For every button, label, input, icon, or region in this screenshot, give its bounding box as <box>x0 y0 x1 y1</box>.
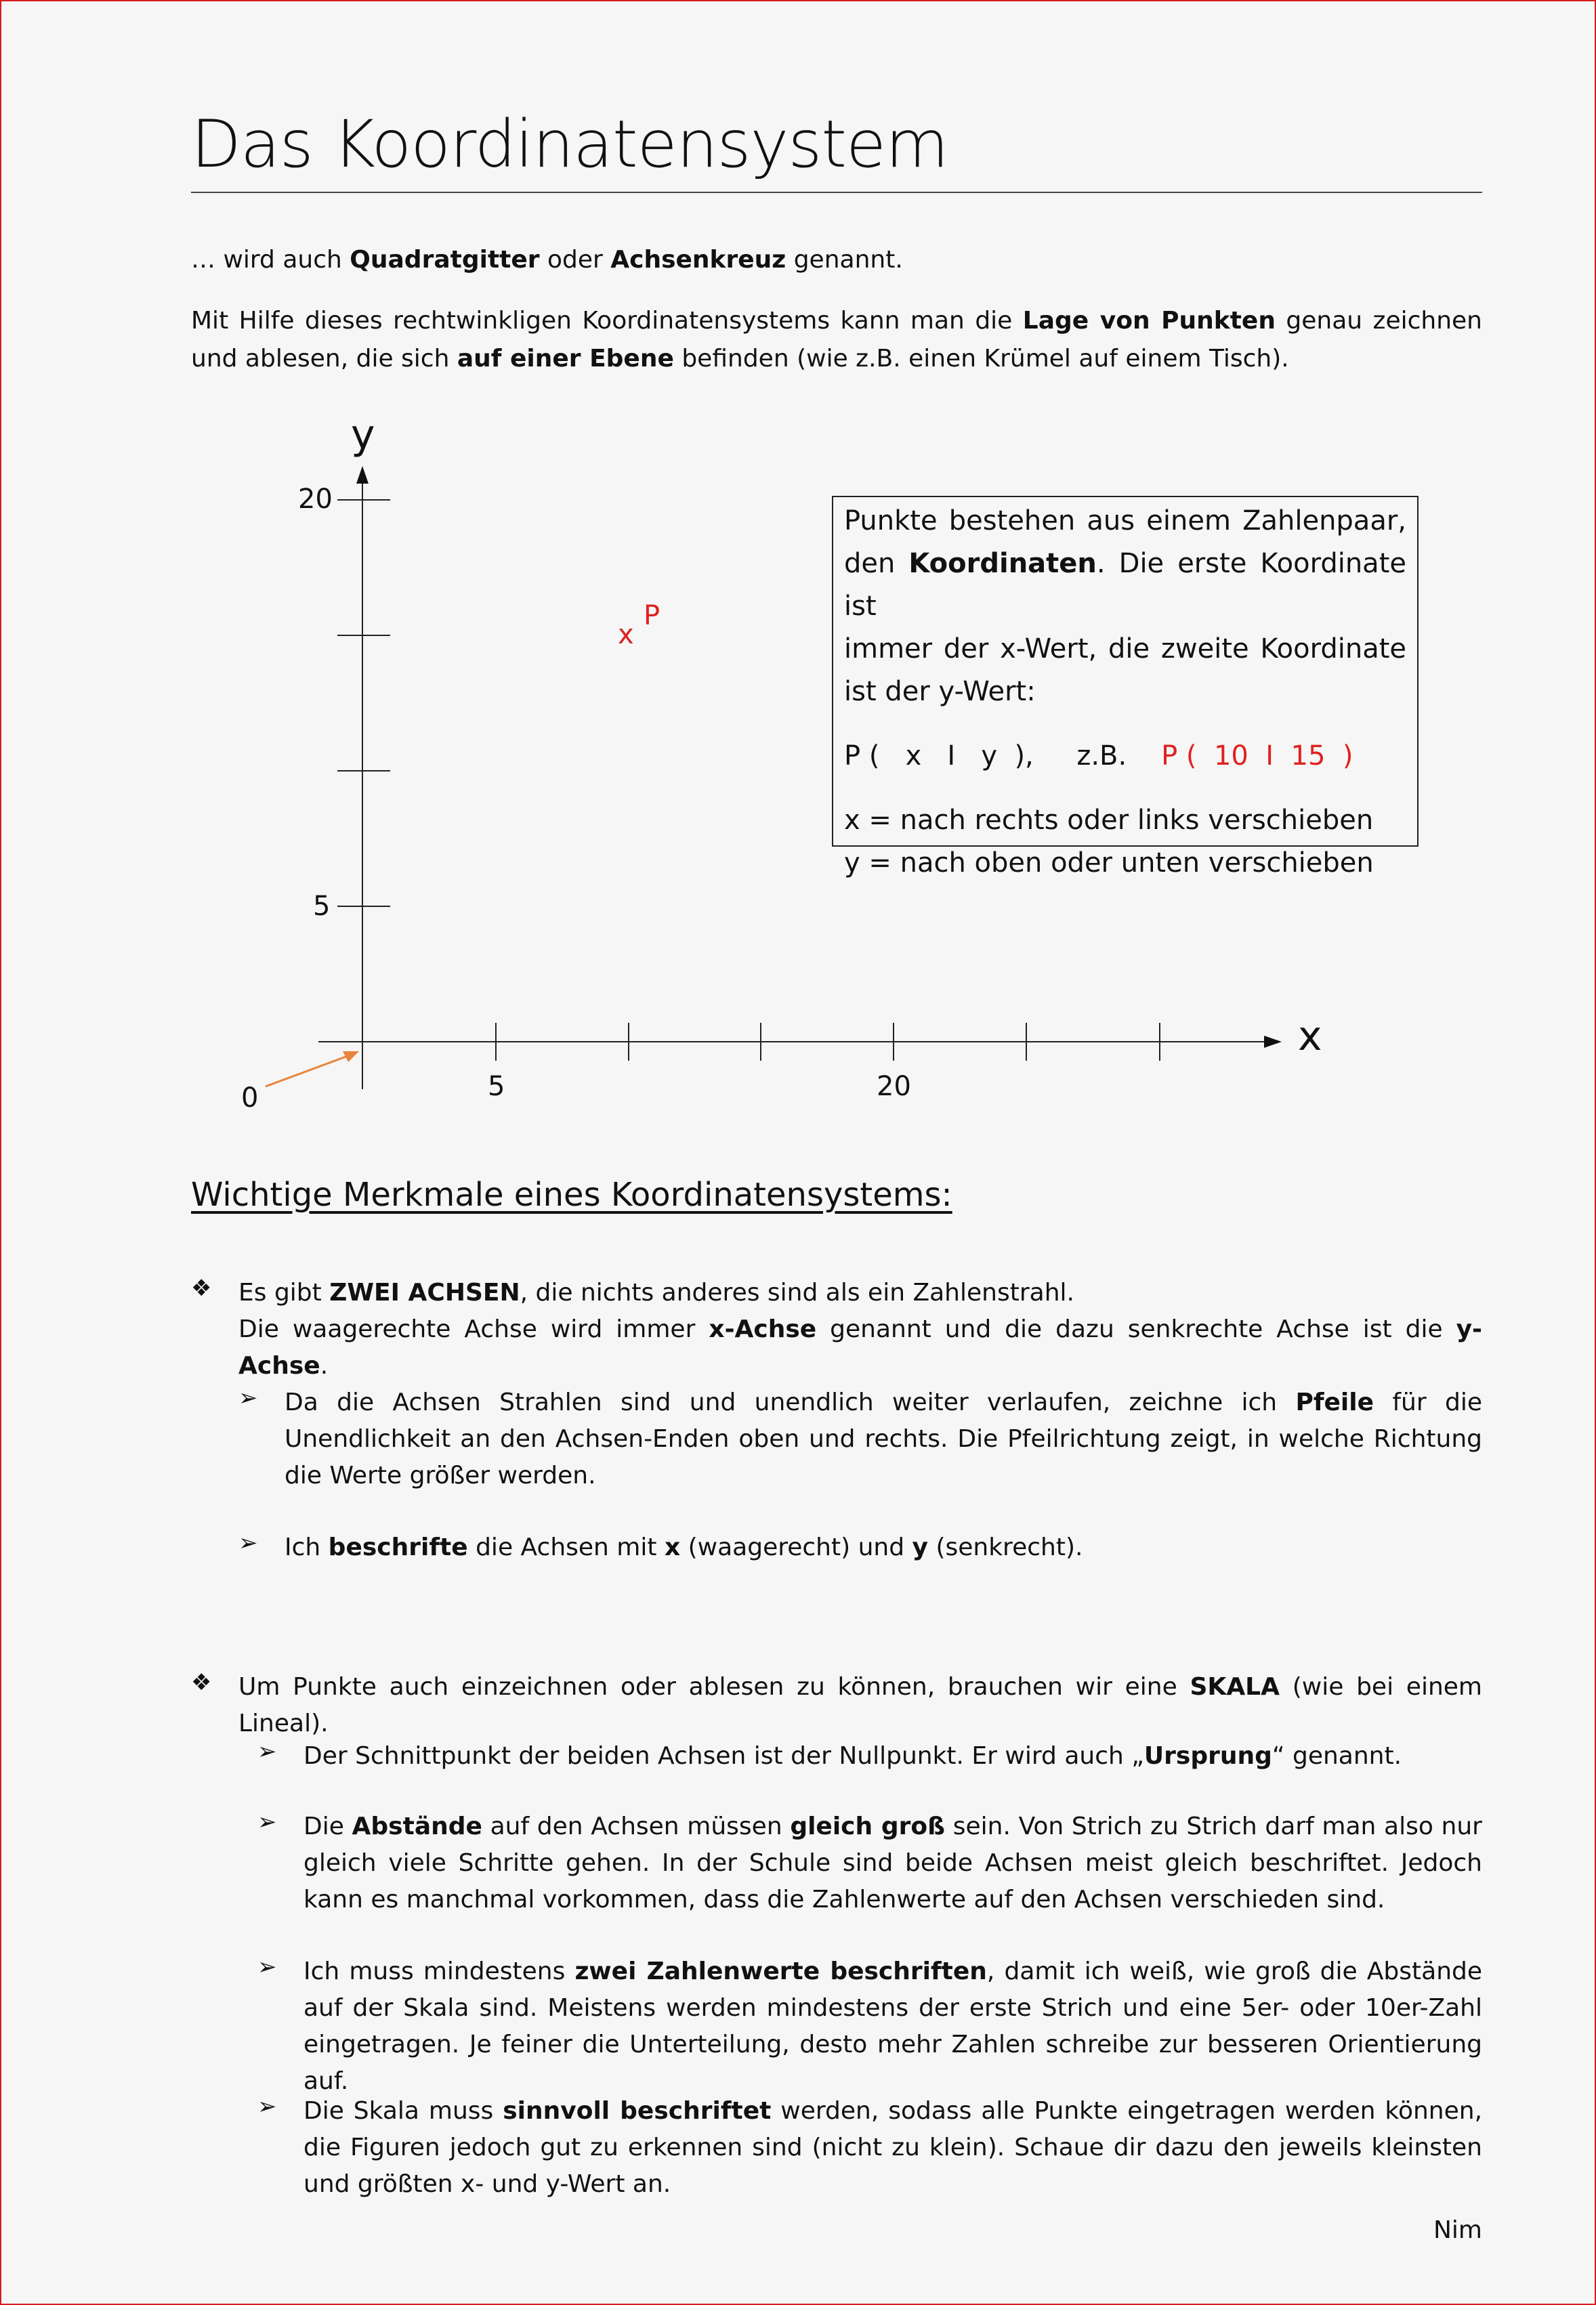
bullet-labels: Ich beschrifte die Achsen mit x (waagerecht) und y (senkrecht). <box>285 1534 1083 1561</box>
x-axis-label: x <box>1298 1013 1322 1060</box>
bullet-origin: Der Schnittpunkt der beiden Achsen ist der Nullpunkt. Er wird auch „Ursprung“ genannt. <box>303 1742 1402 1770</box>
info-line-2: den Koordinaten. Die erste Koordinate ist <box>844 548 1406 622</box>
footer-signature: Nim <box>1433 2216 1482 2244</box>
info-line-4: ist der y-Wert: <box>844 676 1036 707</box>
info-format-line: P ( x I y ), z.B. P ( 10 I 15 ) <box>844 740 1353 771</box>
bullet-arrows: Da die Achsen Strahlen sind und unendlich weiter verlaufen, zeichne ich Pfeile für die Unendlichkeit an den Achsen-Enden oben und rechts. Die Pfeilrichtung zeigt, in welche Richtung die Werte größer werden. <box>285 1389 1482 1489</box>
intro-line-2: Mit Hilfe dieses rechtwinkligen Koordinatensystems kann man die Lage von Punkten genau zeichnen und ablesen, die sich auf einer Ebene befinden (wie z.B. einen Krümel auf einem Tisch). <box>191 307 1482 373</box>
bullet-axes-line1: Es gibt ZWEI ACHSEN, die nichts anderes sind als ein Zahlenstrahl. <box>238 1279 1074 1307</box>
point-label: P <box>644 600 660 631</box>
info-line-1: Punkte bestehen aus einem Zahlenpaar, <box>844 505 1406 536</box>
y-tick-label-20: 20 <box>298 484 333 515</box>
y-axis-label: y <box>351 411 375 459</box>
point-marker: x <box>618 619 634 650</box>
page-title: Das Koordinatensystem <box>191 106 948 182</box>
diamond-bullet-icon: ❖ <box>191 1275 212 1302</box>
info-line-3: immer der x-Wert, die zweite Koordinate <box>844 633 1406 664</box>
x-tick-label-5: 5 <box>488 1071 505 1102</box>
info-box <box>832 496 1419 879</box>
y-tick-label-5: 5 <box>313 891 331 922</box>
y-axis-arrowhead <box>356 466 369 484</box>
arrow-bullet-icon: ➢ <box>257 1953 277 1981</box>
bullet-scale: Um Punkte auch einzeichnen oder ablesen zu können, brauchen wir eine SKALA (wie bei einem Lineal). <box>238 1673 1482 1737</box>
origin-label: 0 <box>241 1082 259 1114</box>
arrow-bullet-icon: ➢ <box>257 1738 277 1765</box>
x-axis-arrowhead <box>1264 1036 1282 1048</box>
info-example: P ( 10 I 15 ) <box>1161 740 1353 771</box>
bullet-two-values: Ich muss mindestens zwei Zahlenwerte beschriften, damit ich weiß, wie groß die Abstände auf der Skala sind. Meistens werden mindestens der erste Strich und eine 5er- oder 10er-Zahl eingetragen. Je feiner die Unterteilung, desto mehr Zahlen schreibe zur besseren Orientierung auf. <box>303 1958 1483 2095</box>
bullet-distances: Die Abstände auf den Achsen müssen gleich groß sein. Von Strich zu Strich darf man also nur gleich viele Schritte gehen. In der Schule sind beide Achsen meist gleich beschriftet. Jedoch kann es manchmal vorkommen, dass die Zahlenwerte auf den Achsen verschieden sind. <box>303 1813 1482 1913</box>
bullet-axes-line2: Die waagerechte Achse wird immer x-Achse genannt und die dazu senkrechte Achse ist die y-Achse. <box>238 1315 1482 1380</box>
diamond-bullet-icon: ❖ <box>191 1669 212 1696</box>
x-tick-label-20: 20 <box>877 1071 911 1102</box>
bullet-sensible-scale: Die Skala muss sinnvoll beschriftet werden, sodass alle Punkte eingetragen werden können, die Figuren jedoch gut zu erkennen sind (nicht zu klein). Schaue dir dazu den jeweils kleinsten und größten x- und y-Wert an. <box>303 2097 1483 2198</box>
intro-line-1: … wird auch Quadratgitter oder Achsenkreuz genannt. <box>191 246 903 274</box>
arrow-bullet-icon: ➢ <box>257 1809 277 1836</box>
arrow-bullet-icon: ➢ <box>238 1384 258 1412</box>
origin-pointer-arrow <box>266 1055 350 1086</box>
info-rule-y: y = nach oben oder unten verschieben <box>844 847 1374 879</box>
arrow-bullet-icon: ➢ <box>238 1529 258 1557</box>
arrow-bullet-icon: ➢ <box>257 2093 277 2120</box>
info-rule-x: x = nach rechts oder links verschieben <box>844 805 1374 836</box>
section-heading: Wichtige Merkmale eines Koordinatensystems: <box>191 1176 952 1214</box>
